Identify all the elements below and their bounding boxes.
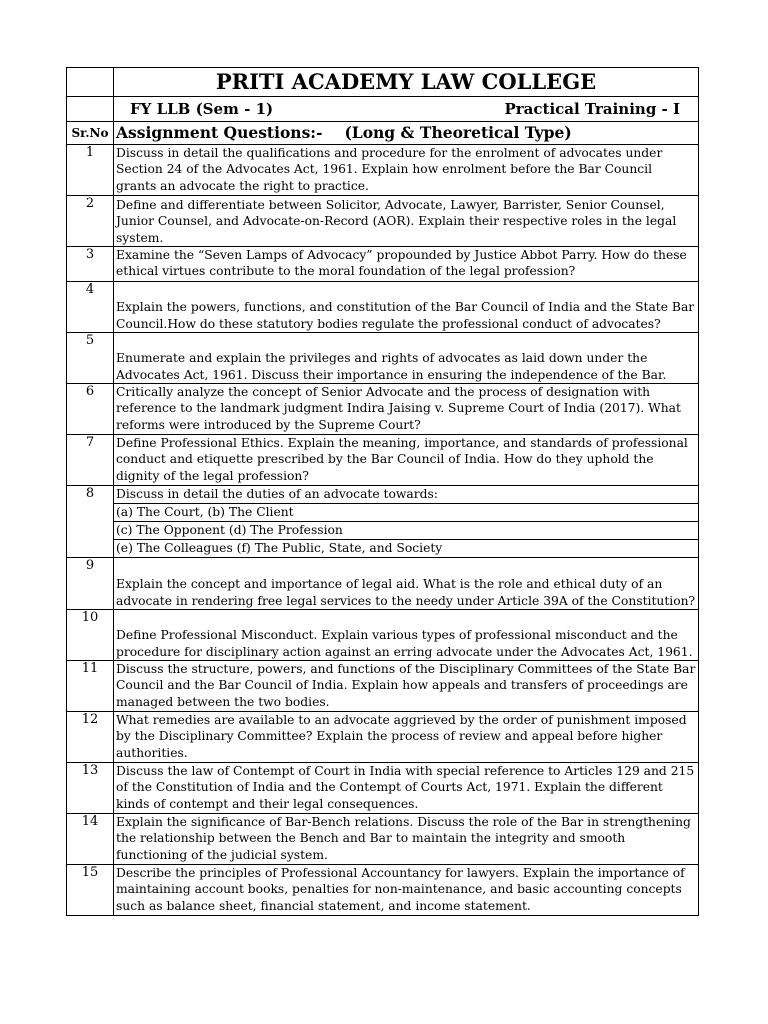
assignment-header-label: Assignment Questions:- xyxy=(116,123,323,142)
course-label: FY LLB (Sem - 1) xyxy=(130,100,274,118)
question-number: 2 xyxy=(67,196,114,247)
question-text: Discuss the law of Contempt of Court in India with special reference to Articles 129 and 215 of the Constitution of India and the Contempt of Courts Act, 1971. Explain the different kinds of contempt and their legal consequences. xyxy=(114,763,699,814)
table-row xyxy=(67,610,699,661)
table-row xyxy=(67,247,699,282)
table-row xyxy=(67,661,699,712)
sub-item: (a) The Court, (b) The Client xyxy=(114,504,699,522)
question-number: 4 xyxy=(67,282,114,333)
question-text: Define and differentiate between Solicitor, Advocate, Lawyer, Barrister, Senior Counsel, Junior Counsel, and Advocate-on-Record (AOR). Explain their respective roles in the legal system. xyxy=(114,196,699,247)
blank-cell xyxy=(67,68,114,97)
question-number: 10 xyxy=(67,610,114,661)
table-row xyxy=(67,435,699,486)
question-number: 9 xyxy=(67,558,114,610)
question-text: Define Professional Misconduct. Explain various types of professional misconduct and the procedure for disciplinary action against an erring advocate under the Advocates Act, 1961. xyxy=(114,610,699,661)
question-text: Explain the concept and importance of legal aid. What is the role and ethical duty of an advocate in rendering free legal services to the needy under Article 39A of the Constitution? xyxy=(114,558,699,610)
question-number: 1 xyxy=(67,145,114,196)
assignment-table xyxy=(66,67,699,916)
table-row xyxy=(67,333,699,384)
table-row xyxy=(67,814,699,865)
question-text: Describe the principles of Professional Accountancy for lawyers. Explain the importance of maintaining account books, penalties for non-maintenance, and basic accounting concepts such as balance sheet, financial statement, and income statement. xyxy=(114,865,699,916)
table-row xyxy=(67,486,699,504)
question-number: 15 xyxy=(67,865,114,916)
question-text: Explain the powers, functions, and constitution of the Bar Council of India and the State Bar Council.How do these statutory bodies regulate the professional conduct of advocates? xyxy=(114,282,699,333)
question-text: Discuss in detail the duties of an advocate towards: xyxy=(114,486,699,504)
question-text: Discuss in detail the qualifications and procedure for the enrolment of advocates under Section 24 of the Advocates Act, 1961. Explain how enrolment before the Bar Council grants an advocate the right to practice. xyxy=(114,145,699,196)
question-number: 11 xyxy=(67,661,114,712)
sub-item-row xyxy=(67,504,699,522)
table-row xyxy=(67,558,699,610)
table-row xyxy=(67,865,699,916)
question-text: Explain the significance of Bar-Bench relations. Discuss the role of the Bar in strengthening the relationship between the Bench and Bar to maintain the integrity and smooth functioning of the judicial system. xyxy=(114,814,699,865)
question-text: Enumerate and explain the privileges and rights of advocates as laid down under the Advocates Act, 1961. Discuss their importance in ensuring the independence of the Bar. xyxy=(114,333,699,384)
sub-item: (e) The Colleagues (f) The Public, State, and Society xyxy=(114,540,699,558)
question-number: 3 xyxy=(67,247,114,282)
assignment-type-label: (Long & Theoretical Type) xyxy=(344,123,572,142)
table-row xyxy=(67,196,699,247)
college-title: PRITI ACADEMY LAW COLLEGE xyxy=(114,68,699,97)
question-number: 13 xyxy=(67,763,114,814)
table-row xyxy=(67,384,699,435)
question-text: Examine the “Seven Lamps of Advocacy” propounded by Justice Abbot Parry. How do these ethical virtues contribute to the moral foundation of the legal profession? xyxy=(114,247,699,282)
sub-item-row xyxy=(67,522,699,540)
table-row xyxy=(67,763,699,814)
question-number: 6 xyxy=(67,384,114,435)
question-text: Critically analyze the concept of Senior Advocate and the process of designation with reference to the landmark judgment Indira Jaising v. Supreme Court of India (2017). What reforms were introduced by the Supreme Court? xyxy=(114,384,699,435)
course-row xyxy=(114,97,699,122)
assignment-header xyxy=(114,122,699,145)
table-row xyxy=(67,282,699,333)
subject-label: Practical Training - I xyxy=(504,100,680,118)
table-row xyxy=(67,712,699,763)
sub-item-row xyxy=(67,540,699,558)
question-number: 7 xyxy=(67,435,114,486)
sub-item: (c) The Opponent (d) The Profession xyxy=(114,522,699,540)
table-row xyxy=(67,145,699,196)
question-text: What remedies are available to an advocate aggrieved by the order of punishment imposed by the Disciplinary Committee? Explain the process of review and appeal before higher authorities. xyxy=(114,712,699,763)
question-number: 12 xyxy=(67,712,114,763)
blank-cell xyxy=(67,97,114,122)
question-number: 5 xyxy=(67,333,114,384)
question-number: 14 xyxy=(67,814,114,865)
question-text: Discuss the structure, powers, and functions of the Disciplinary Committees of the State Bar Council and the Bar Council of India. Explain how appeals and transfers of proceedings are managed between the two bodies. xyxy=(114,661,699,712)
srno-header: Sr.No xyxy=(67,122,114,145)
question-number: 8 xyxy=(67,486,114,558)
question-text: Define Professional Ethics. Explain the meaning, importance, and standards of professional conduct and etiquette prescribed by the Bar Council of India. How do they uphold the dignity of the legal profession? xyxy=(114,435,699,486)
